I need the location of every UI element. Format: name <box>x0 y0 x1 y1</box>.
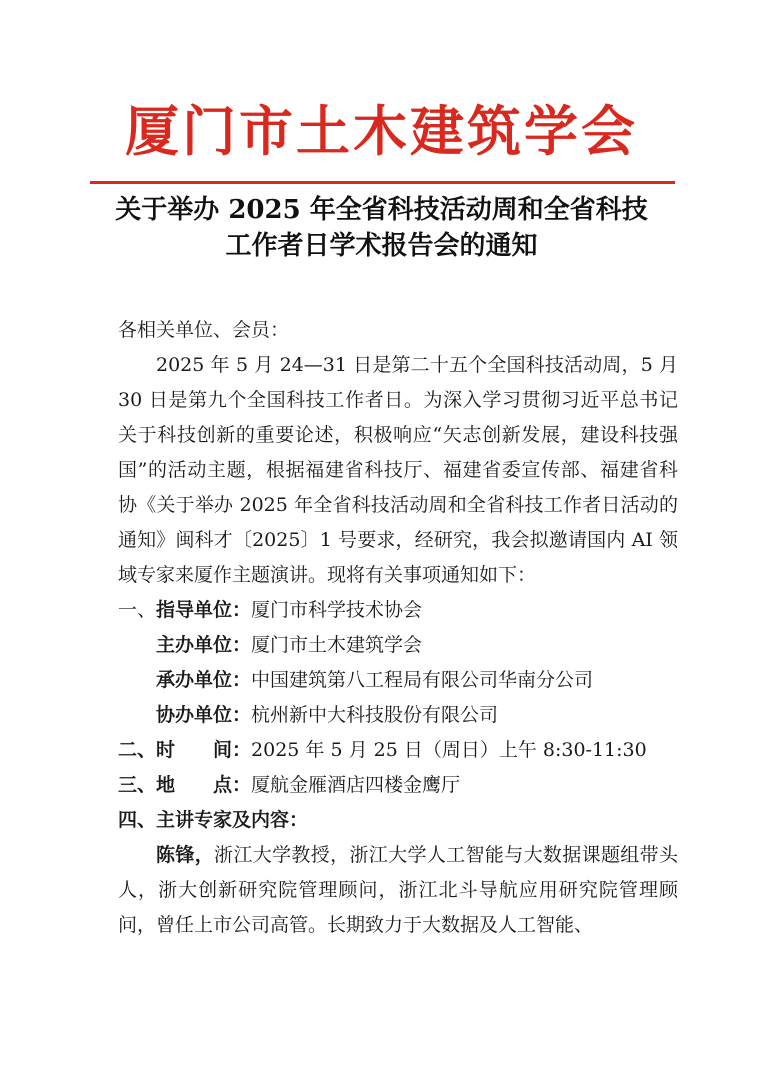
red-divider <box>90 181 675 184</box>
organizer-unit-label: 承办单位： <box>156 669 252 691</box>
section-1-number: 一、 <box>118 599 157 621</box>
organizer-unit-row <box>118 663 678 698</box>
location-row <box>118 768 678 803</box>
co-unit-value: 杭州新中大科技股份有限公司 <box>251 704 499 726</box>
title-line-1: 关于举办 2025 年全省科技活动周和全省科技 <box>115 195 648 225</box>
co-unit-label: 协办单位： <box>156 704 252 726</box>
time-row <box>118 733 678 768</box>
section-4-heading: 四、主讲专家及内容： <box>118 809 309 831</box>
organization-name: 厦门市土木建筑学会 <box>125 99 638 163</box>
expert-bio: 浙江大学教授，浙江大学人工智能与大数据课题组带头人，浙大创新研究院管理顾问，浙江北斗导航应用研究院管理顾问，曾任上市公司高管。长期致力于大数据及人工智能、 <box>118 844 678 936</box>
time-label: 二、时 间： <box>118 739 252 761</box>
host-unit-row <box>118 628 678 663</box>
guide-unit-row <box>118 593 678 628</box>
host-unit-value: 厦门市土木建筑学会 <box>251 634 423 656</box>
salutation: 各相关单位、会员： <box>118 319 290 341</box>
host-unit-label: 主办单位： <box>156 634 252 656</box>
document-title <box>60 192 703 264</box>
guide-unit-label: 指导单位： <box>156 599 252 621</box>
expert-paragraph <box>118 838 678 943</box>
document-body <box>118 313 678 943</box>
location-value: 厦航金雁酒店四楼金鹰厅 <box>251 774 461 796</box>
title-line-2: 工作者日学术报告会的通知 <box>225 231 538 261</box>
intro-paragraph: 2025 年 5 月 24—31 日是第二十五个全国科技活动周，5 月 30 日是第九个全国科技工作者日。为深入学习贯彻习近平总书记关于科技创新的重要论述，积极响应“矢志创新发展，建设科技强国”的活动主题，根据福建省科技厅、福建省委宣传部、福建省科协《关于举办 2025 年全省科技活动周和全省科技工作者日活动的通知》闽科才〔2025〕1 号要求，经研究，我会拟邀请国内 AI 领域专家来厦作主题演讲。现将有关事项通知如下： <box>118 354 678 586</box>
guide-unit-value: 厦门市科学技术协会 <box>251 599 423 621</box>
expert-name: 陈锋， <box>156 844 215 866</box>
organizer-unit-value: 中国建筑第八工程局有限公司华南分公司 <box>251 669 594 691</box>
location-label: 三、地 点： <box>118 774 252 796</box>
time-value: 2025 年 5 月 25 日（周日）上午 8:30-11:30 <box>251 739 647 761</box>
co-unit-row <box>118 698 678 733</box>
